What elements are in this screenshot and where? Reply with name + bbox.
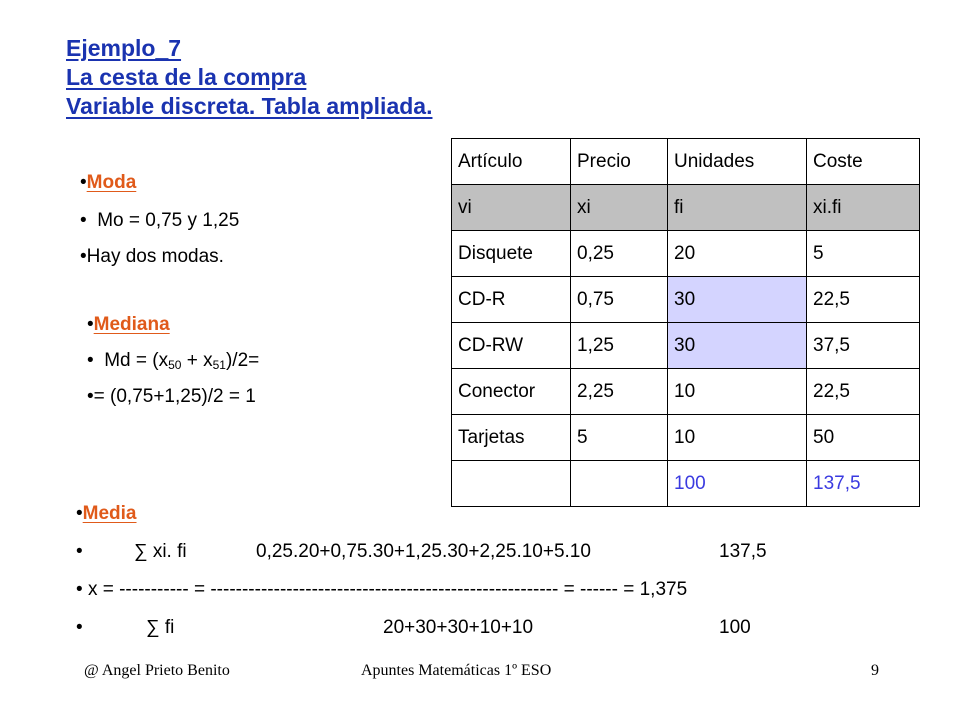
title-line-2: La cesta de la compra xyxy=(66,64,307,90)
table-cell: Disquete xyxy=(452,231,571,277)
table-total-cell: 100 xyxy=(668,461,807,507)
bullet-icon: • xyxy=(76,503,83,524)
numerator-label: ∑ xi. fi xyxy=(134,541,187,562)
footer-page-number: 9 xyxy=(871,662,879,679)
mediana-heading: •Mediana xyxy=(87,312,170,338)
bullet-icon: • xyxy=(87,314,94,335)
table-cell: 5 xyxy=(571,415,668,461)
table-cell: CD-R xyxy=(452,277,571,323)
table-cell: 10 xyxy=(668,415,807,461)
table-cell: CD-RW xyxy=(452,323,571,369)
moda-section xyxy=(80,170,410,270)
table-cell: 22,5 xyxy=(807,277,920,323)
title-block xyxy=(66,34,432,121)
table-row xyxy=(452,323,920,369)
table-cell: 22,5 xyxy=(807,369,920,415)
bullet-icon: • xyxy=(80,172,87,193)
denominator-value: 100 xyxy=(719,617,751,638)
table-cell: 20 xyxy=(668,231,807,277)
table-total-cell: 137,5 xyxy=(807,461,920,507)
table-row xyxy=(452,369,920,415)
table-total-cell xyxy=(571,461,668,507)
table-header-row xyxy=(452,139,920,185)
table-cell: 10 xyxy=(668,369,807,415)
table-cell-highlighted: 30 xyxy=(668,277,807,323)
table-subheader-cell: xi.fi xyxy=(807,185,920,231)
bullet-icon: • xyxy=(80,210,87,231)
table-cell: 50 xyxy=(807,415,920,461)
bullet-icon: • xyxy=(76,541,83,562)
table-header-cell: Artículo xyxy=(452,139,571,185)
table-totals-row xyxy=(452,461,920,507)
mediana-line-2: •= (0,75+1,25)/2 = 1 xyxy=(87,384,256,410)
title-line-1: Ejemplo_7 xyxy=(66,35,182,61)
media-denominator-row xyxy=(76,617,856,643)
table-subheader-row xyxy=(452,185,920,231)
table-row xyxy=(452,231,920,277)
bullet-icon: • xyxy=(80,246,87,267)
table-subheader-cell: xi xyxy=(571,185,668,231)
moda-line-2: •Hay dos modas. xyxy=(80,244,224,270)
title-line-3: Variable discreta. Tabla ampliada. xyxy=(66,93,433,119)
bullet-icon: • xyxy=(87,350,94,371)
bullet-icon: • xyxy=(76,617,83,638)
table-total-cell xyxy=(452,461,571,507)
table-cell-highlighted: 30 xyxy=(668,323,807,369)
frequency-table xyxy=(451,138,920,507)
bullet-icon: • xyxy=(87,386,94,407)
numerator-value: 137,5 xyxy=(719,541,767,562)
table-subheader-cell: fi xyxy=(668,185,807,231)
denominator-expression: 20+30+30+10+10 xyxy=(383,617,534,638)
table-cell: Tarjetas xyxy=(452,415,571,461)
moda-line-1: • Mo = 0,75 y 1,25 xyxy=(80,208,239,234)
table-cell: 0,25 xyxy=(571,231,668,277)
media-fraction-row xyxy=(76,579,687,601)
media-heading: •Media xyxy=(76,503,137,524)
table-header-cell: Unidades xyxy=(668,139,807,185)
mediana-line-1: • $Md = (x_{50} + x_{51})/2=$ xyxy=(87,350,260,372)
moda-heading: •Moda xyxy=(80,170,136,196)
table-header-cell: Coste xyxy=(807,139,920,185)
table-cell: Conector xyxy=(452,369,571,415)
table-header-cell: Precio xyxy=(571,139,668,185)
footer-author: @ Angel Prieto Benito xyxy=(84,662,230,679)
table-row xyxy=(452,277,920,323)
footer-course: Apuntes Matemáticas 1º ESO xyxy=(361,662,552,679)
table-cell: 0,75 xyxy=(571,277,668,323)
table-cell: 1,25 xyxy=(571,323,668,369)
table-cell: 2,25 xyxy=(571,369,668,415)
table-cell: 37,5 xyxy=(807,323,920,369)
mediana-section xyxy=(87,312,417,412)
fraction-line: x = ----------- = ------------------------------------------------------- = ------ = 1,375 xyxy=(87,579,688,600)
table-row xyxy=(452,415,920,461)
bullet-icon: • xyxy=(76,579,83,600)
media-numerator-row xyxy=(76,541,856,567)
table-cell: 5 xyxy=(807,231,920,277)
numerator-expression: 0,25.20+0,75.30+1,25.30+2,25.10+5.10 xyxy=(256,541,591,562)
denominator-label: ∑ fi xyxy=(146,617,175,638)
table-subheader-cell: vi xyxy=(452,185,571,231)
